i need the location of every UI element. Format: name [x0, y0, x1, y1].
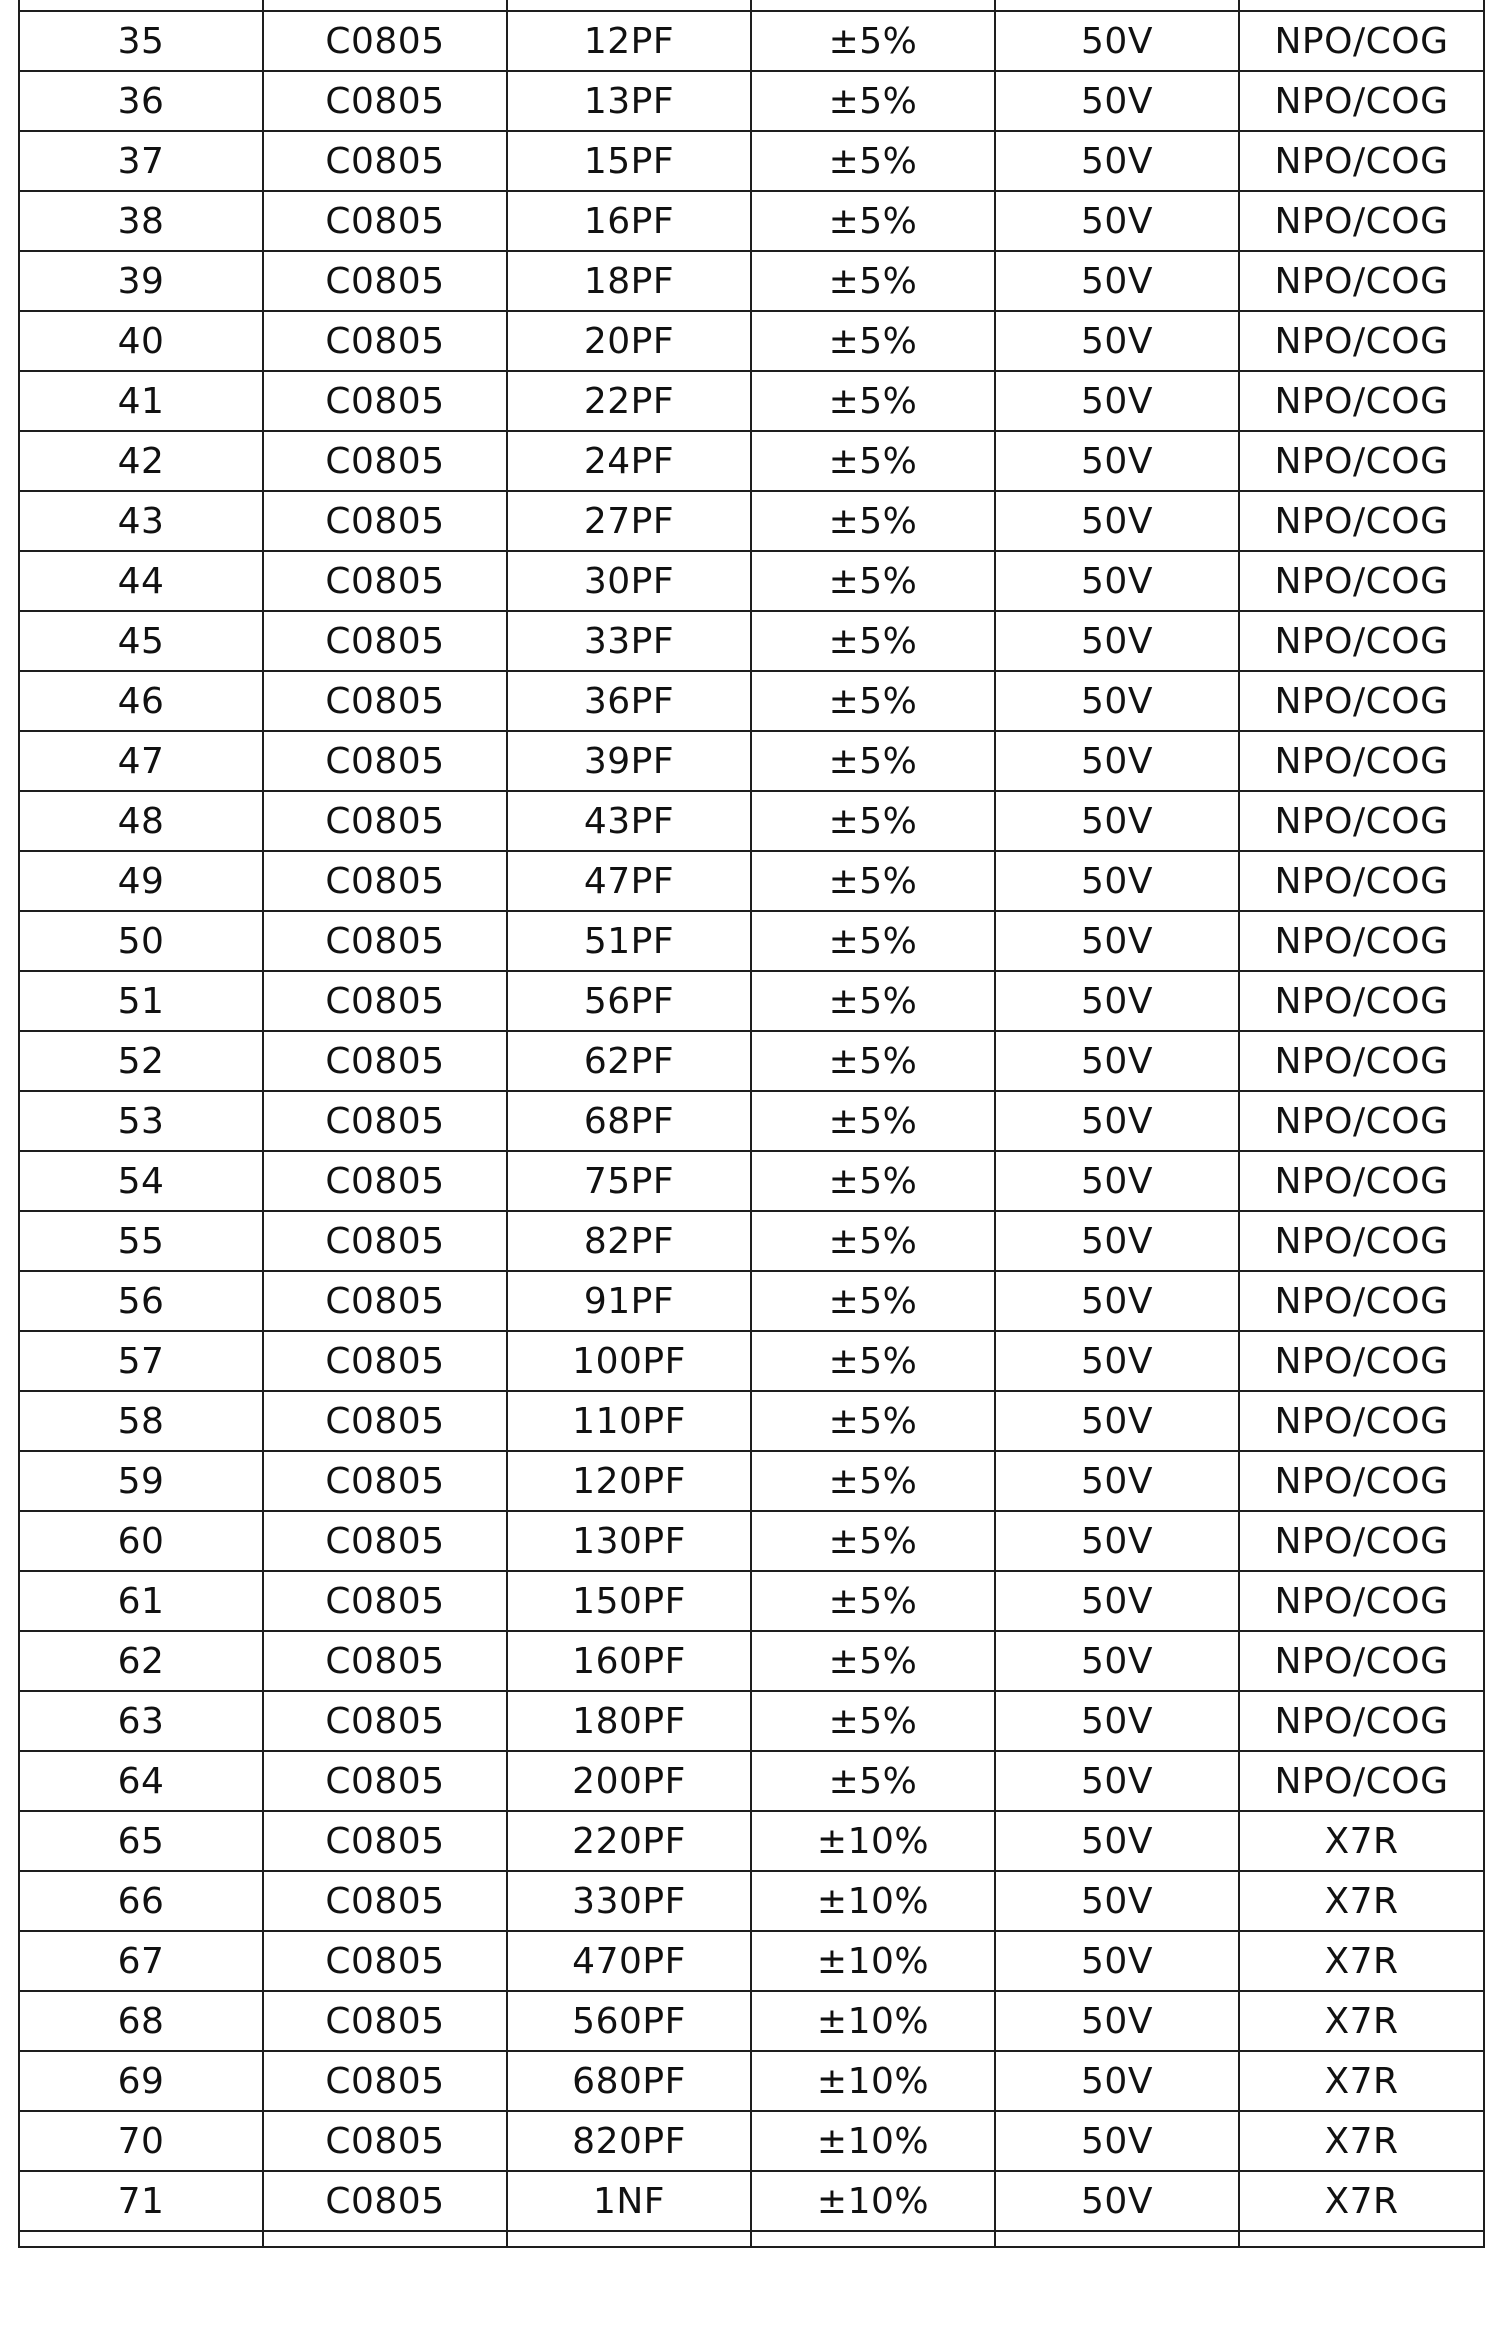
cell-no: 67 — [19, 1931, 263, 1991]
table-row — [19, 1091, 1484, 1151]
table-row — [19, 791, 1484, 851]
cell-dielectric: X7R — [1239, 1931, 1484, 1991]
cell-capacitance: 150PF — [507, 1571, 751, 1631]
cell-dielectric: NPO/COG — [1239, 1211, 1484, 1271]
cell-dielectric: X7R — [1239, 2051, 1484, 2111]
table-row — [19, 2111, 1484, 2171]
cell-capacitance: 560PF — [507, 1991, 751, 2051]
cell-voltage: 50V — [995, 551, 1239, 611]
cell-no: 43 — [19, 491, 263, 551]
cell-package: C0805 — [263, 1211, 507, 1271]
cell-dielectric: NPO/COG — [1239, 791, 1484, 851]
cell-capacitance: 160PF — [507, 1631, 751, 1691]
cell-no: 59 — [19, 1451, 263, 1511]
cell-package: C0805 — [263, 551, 507, 611]
cell-no: 35 — [19, 11, 263, 71]
cell-no: 58 — [19, 1391, 263, 1451]
cell-voltage: 50V — [995, 2051, 1239, 2111]
cell-tolerance: ±5% — [751, 971, 995, 1031]
table-row — [19, 491, 1484, 551]
cell-no: 55 — [19, 1211, 263, 1271]
cell-tolerance: ±5% — [751, 851, 995, 911]
cell-capacitance: 24PF — [507, 431, 751, 491]
table-row — [19, 191, 1484, 251]
cell-tolerance: ±5% — [751, 311, 995, 371]
cell-tolerance: ±5% — [751, 731, 995, 791]
cell-no: 39 — [19, 251, 263, 311]
cell-voltage: 50V — [995, 671, 1239, 731]
cell-no: 66 — [19, 1871, 263, 1931]
cell-tolerance: ±5% — [751, 1631, 995, 1691]
cell-capacitance: 220PF — [507, 1811, 751, 1871]
cell-capacitance: 12PF — [507, 11, 751, 71]
table-row — [19, 1271, 1484, 1331]
cell-package: C0805 — [263, 1931, 507, 1991]
cell-dielectric: NPO/COG — [1239, 1091, 1484, 1151]
cell-voltage: 50V — [995, 1451, 1239, 1511]
table-row — [19, 911, 1484, 971]
cell-voltage: 50V — [995, 1871, 1239, 1931]
cell-tolerance: ±5% — [751, 1031, 995, 1091]
table-row — [19, 71, 1484, 131]
cell-capacitance: 36PF — [507, 671, 751, 731]
cell-package: C0805 — [263, 911, 507, 971]
cell-capacitance: 27PF — [507, 491, 751, 551]
cell-tolerance: ±5% — [751, 131, 995, 191]
cell-tolerance: ±5% — [751, 1751, 995, 1811]
cell-dielectric: NPO/COG — [1239, 611, 1484, 671]
cell-dielectric: NPO/COG — [1239, 491, 1484, 551]
cell-dielectric: NPO/COG — [1239, 131, 1484, 191]
cell-dielectric: NPO/COG — [1239, 71, 1484, 131]
cell-voltage: 50V — [995, 491, 1239, 551]
cell-package: C0805 — [263, 1451, 507, 1511]
cell-capacitance: 110PF — [507, 1391, 751, 1451]
cell-dielectric: NPO/COG — [1239, 851, 1484, 911]
table-row — [19, 1871, 1484, 1931]
cell-tolerance: ±10% — [751, 1871, 995, 1931]
cell-no: 53 — [19, 1091, 263, 1151]
cell-package: C0805 — [263, 731, 507, 791]
capacitor-table-body — [19, 0, 1484, 2247]
table-row — [19, 131, 1484, 191]
cell-dielectric: NPO/COG — [1239, 1151, 1484, 1211]
cell-dielectric: NPO/COG — [1239, 1691, 1484, 1751]
cell-package: C0805 — [263, 1811, 507, 1871]
cell-tolerance: ±5% — [751, 251, 995, 311]
cell-dielectric: NPO/COG — [1239, 1571, 1484, 1631]
cell-capacitance: 18PF — [507, 251, 751, 311]
cell-voltage: 50V — [995, 1751, 1239, 1811]
cell-no: 65 — [19, 1811, 263, 1871]
cell-capacitance: 15PF — [507, 131, 751, 191]
cell-capacitance: 43PF — [507, 791, 751, 851]
cell-voltage: 50V — [995, 971, 1239, 1031]
cell-dielectric: NPO/COG — [1239, 1331, 1484, 1391]
table-row — [19, 611, 1484, 671]
table-row — [19, 1991, 1484, 2051]
cell-no: 63 — [19, 1691, 263, 1751]
cell-voltage: 50V — [995, 131, 1239, 191]
cell-dielectric: NPO/COG — [1239, 1391, 1484, 1451]
table-row — [19, 311, 1484, 371]
cell-no: 36 — [19, 71, 263, 131]
cell-no: 40 — [19, 311, 263, 371]
cell-tolerance: ±10% — [751, 1991, 995, 2051]
cell-capacitance: 130PF — [507, 1511, 751, 1571]
cell-dielectric: NPO/COG — [1239, 1631, 1484, 1691]
cell-no: 69 — [19, 2051, 263, 2111]
cell-tolerance: ±5% — [751, 611, 995, 671]
cell-dielectric: X7R — [1239, 1991, 1484, 2051]
cell-package: C0805 — [263, 371, 507, 431]
cell-no: 49 — [19, 851, 263, 911]
table-row-partial-bottom — [19, 2231, 1484, 2247]
table-row — [19, 1751, 1484, 1811]
cell-package: C0805 — [263, 791, 507, 851]
cell-tolerance: ±5% — [751, 1091, 995, 1151]
cell-tolerance: ±5% — [751, 1211, 995, 1271]
cell-no: 56 — [19, 1271, 263, 1331]
cell-no: 45 — [19, 611, 263, 671]
cell-capacitance: 62PF — [507, 1031, 751, 1091]
table-row — [19, 251, 1484, 311]
cell-no: 64 — [19, 1751, 263, 1811]
cell-no: 51 — [19, 971, 263, 1031]
cell-dielectric: NPO/COG — [1239, 1451, 1484, 1511]
cell-package: C0805 — [263, 611, 507, 671]
cell-dielectric: NPO/COG — [1239, 971, 1484, 1031]
cell-no: 37 — [19, 131, 263, 191]
cell-tolerance: ±5% — [751, 491, 995, 551]
cell-no: 70 — [19, 2111, 263, 2171]
cell-dielectric: NPO/COG — [1239, 731, 1484, 791]
cell-capacitance: 13PF — [507, 71, 751, 131]
cell-voltage: 50V — [995, 1271, 1239, 1331]
table-row — [19, 1691, 1484, 1751]
table-row — [19, 1451, 1484, 1511]
cell-package: C0805 — [263, 191, 507, 251]
cell-tolerance: ±5% — [751, 191, 995, 251]
cell-tolerance: ±5% — [751, 1511, 995, 1571]
cell-voltage: 50V — [995, 2171, 1239, 2231]
cell-package: C0805 — [263, 1991, 507, 2051]
cell-capacitance: 1NF — [507, 2171, 751, 2231]
cell-package: C0805 — [263, 971, 507, 1031]
cell-dielectric: NPO/COG — [1239, 191, 1484, 251]
table-row — [19, 671, 1484, 731]
cell-voltage: 50V — [995, 1571, 1239, 1631]
cell-voltage: 50V — [995, 371, 1239, 431]
cell-package: C0805 — [263, 1511, 507, 1571]
cell-voltage: 50V — [995, 611, 1239, 671]
table-row — [19, 11, 1484, 71]
cell-capacitance: 75PF — [507, 1151, 751, 1211]
cell-capacitance: 22PF — [507, 371, 751, 431]
table-row-partial-top — [19, 0, 1484, 11]
cell-capacitance: 680PF — [507, 2051, 751, 2111]
cell-voltage: 50V — [995, 431, 1239, 491]
cell-tolerance: ±5% — [751, 791, 995, 851]
cell-package: C0805 — [263, 251, 507, 311]
cell-tolerance: ±5% — [751, 911, 995, 971]
cell-tolerance: ±5% — [751, 1271, 995, 1331]
cell-tolerance: ±10% — [751, 1811, 995, 1871]
cell-tolerance: ±5% — [751, 1571, 995, 1631]
cell-voltage: 50V — [995, 191, 1239, 251]
cell-no: 61 — [19, 1571, 263, 1631]
cell-package: C0805 — [263, 851, 507, 911]
cell-no: 71 — [19, 2171, 263, 2231]
cell-tolerance: ±5% — [751, 1151, 995, 1211]
cell-package: C0805 — [263, 491, 507, 551]
cell-voltage: 50V — [995, 791, 1239, 851]
table-row — [19, 371, 1484, 431]
cell-capacitance: 51PF — [507, 911, 751, 971]
table-row — [19, 1931, 1484, 1991]
cell-voltage: 50V — [995, 1511, 1239, 1571]
cell-package: C0805 — [263, 1751, 507, 1811]
cell-package: C0805 — [263, 671, 507, 731]
cell-tolerance: ±5% — [751, 551, 995, 611]
cell-dielectric: NPO/COG — [1239, 1511, 1484, 1571]
cell-dielectric: NPO/COG — [1239, 1751, 1484, 1811]
cell-voltage: 50V — [995, 1211, 1239, 1271]
table-row — [19, 1571, 1484, 1631]
cell-capacitance: 100PF — [507, 1331, 751, 1391]
cell-no: 47 — [19, 731, 263, 791]
cell-dielectric: NPO/COG — [1239, 251, 1484, 311]
capacitor-spec-sheet — [18, 0, 1483, 2334]
cell-voltage: 50V — [995, 1991, 1239, 2051]
cell-package: C0805 — [263, 1571, 507, 1631]
table-row — [19, 1331, 1484, 1391]
cell-tolerance: ±5% — [751, 1391, 995, 1451]
cell-package: C0805 — [263, 1091, 507, 1151]
cell-voltage: 50V — [995, 71, 1239, 131]
cell-dielectric: NPO/COG — [1239, 1271, 1484, 1331]
cell-no: 60 — [19, 1511, 263, 1571]
cell-capacitance: 20PF — [507, 311, 751, 371]
cell-tolerance: ±10% — [751, 2051, 995, 2111]
cell-tolerance: ±5% — [751, 671, 995, 731]
cell-capacitance: 56PF — [507, 971, 751, 1031]
cell-capacitance: 180PF — [507, 1691, 751, 1751]
table-row — [19, 2051, 1484, 2111]
cell-voltage: 50V — [995, 2111, 1239, 2171]
cell-dielectric: X7R — [1239, 2171, 1484, 2231]
cell-dielectric: X7R — [1239, 2111, 1484, 2171]
cell-dielectric: NPO/COG — [1239, 671, 1484, 731]
cell-dielectric: NPO/COG — [1239, 551, 1484, 611]
cell-package: C0805 — [263, 1871, 507, 1931]
cell-package: C0805 — [263, 2111, 507, 2171]
cell-capacitance: 30PF — [507, 551, 751, 611]
cell-voltage: 50V — [995, 911, 1239, 971]
cell-voltage: 50V — [995, 311, 1239, 371]
cell-no: 38 — [19, 191, 263, 251]
table-row — [19, 2171, 1484, 2231]
cell-no: 52 — [19, 1031, 263, 1091]
cell-no: 44 — [19, 551, 263, 611]
cell-capacitance: 820PF — [507, 2111, 751, 2171]
table-row — [19, 1211, 1484, 1271]
table-row — [19, 1811, 1484, 1871]
cell-voltage: 50V — [995, 1031, 1239, 1091]
table-row — [19, 971, 1484, 1031]
cell-tolerance: ±10% — [751, 2171, 995, 2231]
cell-package: C0805 — [263, 131, 507, 191]
cell-capacitance: 91PF — [507, 1271, 751, 1331]
table-row — [19, 851, 1484, 911]
cell-tolerance: ±5% — [751, 71, 995, 131]
cell-tolerance: ±5% — [751, 1451, 995, 1511]
cell-no: 41 — [19, 371, 263, 431]
cell-capacitance: 33PF — [507, 611, 751, 671]
cell-voltage: 50V — [995, 1091, 1239, 1151]
cell-capacitance: 82PF — [507, 1211, 751, 1271]
cell-dielectric: NPO/COG — [1239, 311, 1484, 371]
cell-no: 42 — [19, 431, 263, 491]
table-row — [19, 551, 1484, 611]
cell-capacitance: 200PF — [507, 1751, 751, 1811]
cell-package: C0805 — [263, 71, 507, 131]
capacitor-table — [18, 0, 1485, 2248]
cell-package: C0805 — [263, 1271, 507, 1331]
cell-capacitance: 470PF — [507, 1931, 751, 1991]
cell-voltage: 50V — [995, 1331, 1239, 1391]
cell-package: C0805 — [263, 1691, 507, 1751]
cell-voltage: 50V — [995, 1811, 1239, 1871]
table-row — [19, 1391, 1484, 1451]
cell-tolerance: ±5% — [751, 431, 995, 491]
cell-no: 62 — [19, 1631, 263, 1691]
cell-capacitance: 47PF — [507, 851, 751, 911]
cell-capacitance: 330PF — [507, 1871, 751, 1931]
cell-voltage: 50V — [995, 851, 1239, 911]
cell-voltage: 50V — [995, 251, 1239, 311]
cell-no: 68 — [19, 1991, 263, 2051]
cell-capacitance: 39PF — [507, 731, 751, 791]
cell-package: C0805 — [263, 11, 507, 71]
cell-no: 54 — [19, 1151, 263, 1211]
cell-capacitance: 16PF — [507, 191, 751, 251]
cell-tolerance: ±10% — [751, 2111, 995, 2171]
cell-no: 50 — [19, 911, 263, 971]
cell-voltage: 50V — [995, 11, 1239, 71]
cell-voltage: 50V — [995, 1931, 1239, 1991]
cell-dielectric: NPO/COG — [1239, 371, 1484, 431]
cell-dielectric: X7R — [1239, 1871, 1484, 1931]
cell-dielectric: NPO/COG — [1239, 1031, 1484, 1091]
cell-tolerance: ±5% — [751, 1331, 995, 1391]
cell-package: C0805 — [263, 2051, 507, 2111]
table-row — [19, 1151, 1484, 1211]
cell-package: C0805 — [263, 1031, 507, 1091]
cell-capacitance: 120PF — [507, 1451, 751, 1511]
cell-package: C0805 — [263, 311, 507, 371]
cell-tolerance: ±10% — [751, 1931, 995, 1991]
table-row — [19, 431, 1484, 491]
cell-package: C0805 — [263, 1151, 507, 1211]
cell-no: 46 — [19, 671, 263, 731]
cell-voltage: 50V — [995, 1691, 1239, 1751]
cell-voltage: 50V — [995, 1391, 1239, 1451]
cell-no: 57 — [19, 1331, 263, 1391]
cell-dielectric: NPO/COG — [1239, 431, 1484, 491]
cell-tolerance: ±5% — [751, 11, 995, 71]
table-row — [19, 1031, 1484, 1091]
cell-package: C0805 — [263, 2171, 507, 2231]
table-row — [19, 1631, 1484, 1691]
cell-package: C0805 — [263, 431, 507, 491]
cell-dielectric: NPO/COG — [1239, 911, 1484, 971]
cell-capacitance: 68PF — [507, 1091, 751, 1151]
cell-voltage: 50V — [995, 1151, 1239, 1211]
cell-voltage: 50V — [995, 731, 1239, 791]
cell-dielectric: X7R — [1239, 1811, 1484, 1871]
cell-dielectric: NPO/COG — [1239, 11, 1484, 71]
table-row — [19, 731, 1484, 791]
cell-package: C0805 — [263, 1331, 507, 1391]
cell-tolerance: ±5% — [751, 1691, 995, 1751]
cell-package: C0805 — [263, 1631, 507, 1691]
cell-tolerance: ±5% — [751, 371, 995, 431]
cell-voltage: 50V — [995, 1631, 1239, 1691]
table-row — [19, 1511, 1484, 1571]
cell-no: 48 — [19, 791, 263, 851]
cell-package: C0805 — [263, 1391, 507, 1451]
